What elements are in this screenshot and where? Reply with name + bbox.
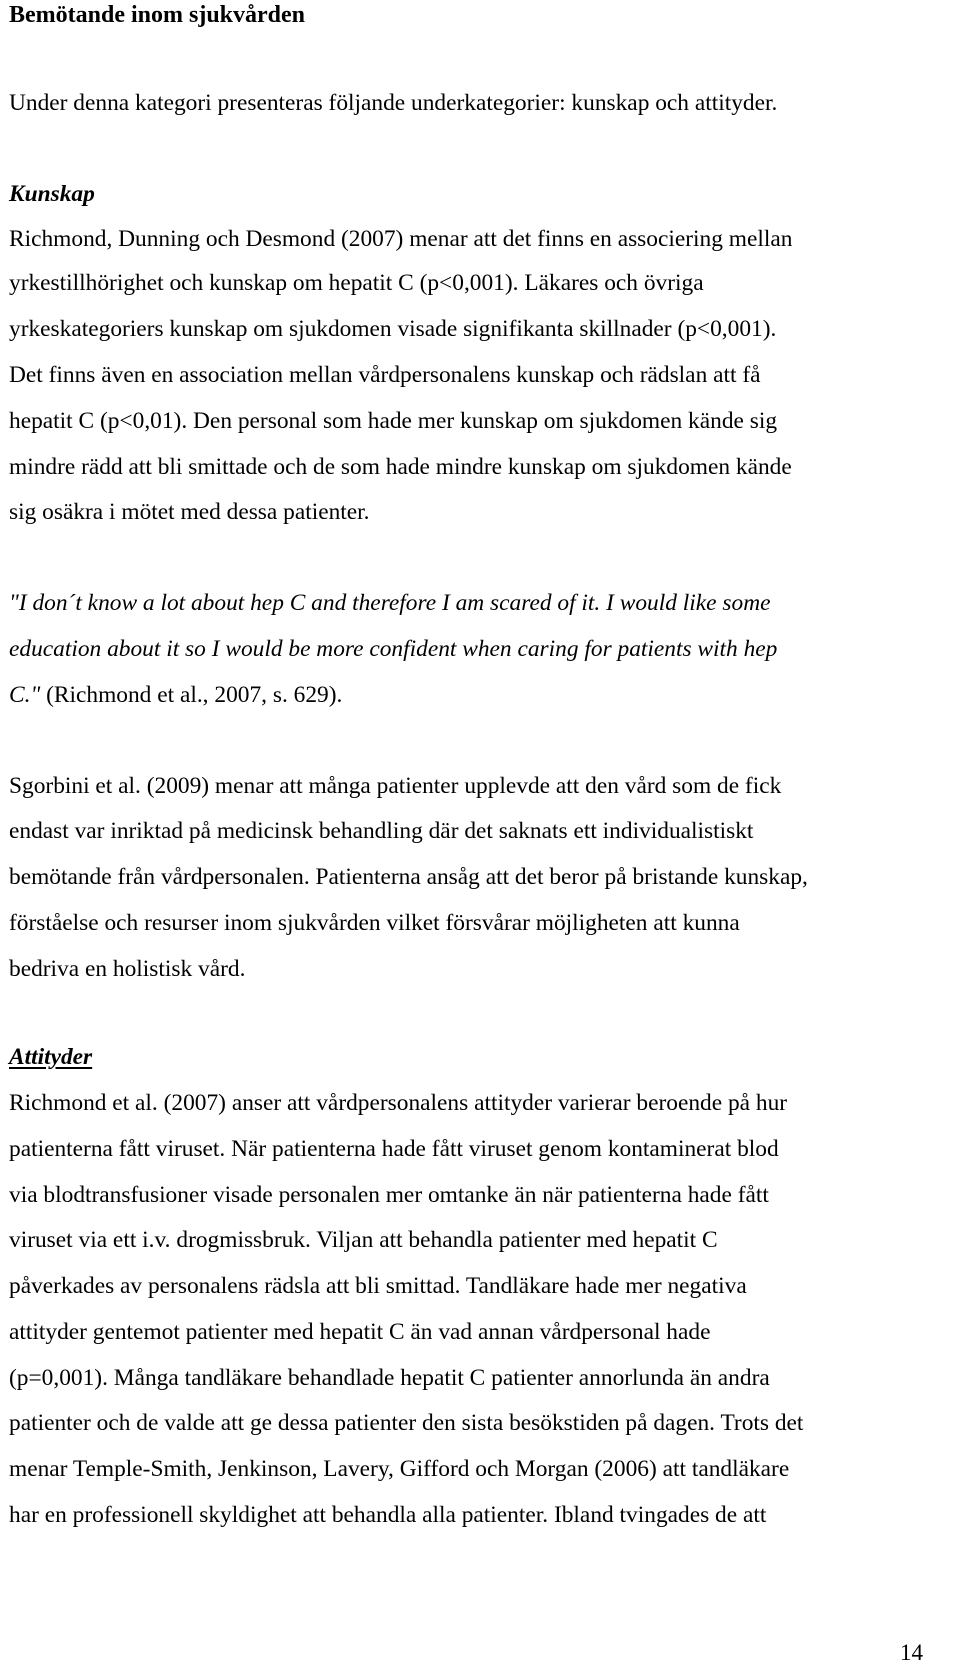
attityder-line: har en professionell skyldighet att behandla alla patienter. Ibland tvingades de att xyxy=(9,1502,767,1528)
sgorbini-line: förståelse och resurser inom sjukvården vilket försvårar möjligheten att kunna xyxy=(9,910,740,936)
sgorbini-line: Sgorbini et al. (2009) menar att många patienter upplevde att den vård som de fick xyxy=(9,773,782,799)
kunskap-line: yrkestillhörighet och kunskap om hepatit C (p<0,001). Läkares och övriga xyxy=(9,270,704,296)
sgorbini-line: endast var inriktad på medicinsk behandling där det saknats ett individualistiskt xyxy=(9,818,754,844)
page-number: 14 xyxy=(900,1640,923,1665)
section-heading: Bemötande inom sjukvården xyxy=(9,2,306,28)
subheading-kunskap: Kunskap xyxy=(9,181,95,207)
quote-citation-line xyxy=(9,680,342,710)
kunskap-line: Det finns även en association mellan vårdpersonalens kunskap och rädslan att få xyxy=(9,362,761,388)
attityder-line: via blodtransfusioner visade personalen mer omtanke än när patienterna hade fått xyxy=(9,1182,769,1208)
kunskap-line: sig osäkra i mötet med dessa patienter. xyxy=(9,499,370,525)
kunskap-line: hepatit C (p<0,01). Den personal som hade mer kunskap om sjukdomen kände sig xyxy=(9,408,778,434)
quote-end: C." xyxy=(9,682,41,708)
quote-line: education about it so I would be more confident when caring for patients with hep xyxy=(9,636,778,662)
attityder-line: menar Temple-Smith, Jenkinson, Lavery, Gifford och Morgan (2006) att tandläkare xyxy=(9,1456,790,1482)
kunskap-line: yrkeskategoriers kunskap om sjukdomen visade signifikanta skillnader (p<0,001). xyxy=(9,316,777,342)
attityder-line: patienterna fått viruset. När patienterna hade fått viruset genom kontaminerat blod xyxy=(9,1136,779,1162)
kunskap-line: Richmond, Dunning och Desmond (2007) menar att det finns en associering mellan xyxy=(9,226,793,252)
kunskap-line: mindre rädd att bli smittade och de som hade mindre kunskap om sjukdomen kände xyxy=(9,454,792,480)
sgorbini-line: bedriva en holistisk vård. xyxy=(9,956,246,982)
attityder-line: (p=0,001). Många tandläkare behandlade hepatit C patienter annorlunda än andra xyxy=(9,1365,770,1391)
subheading-attityder: Attityder xyxy=(9,1044,93,1070)
quote-line: "I don´t know a lot about hep C and therefore I am scared of it. I would like some xyxy=(9,590,771,616)
sgorbini-line: bemötande från vårdpersonalen. Patienterna ansåg att det beror på bristande kunskap, xyxy=(9,864,808,890)
attityder-line: viruset via ett i.v. drogmissbruk. Viljan att behandla patienter med hepatit C xyxy=(9,1227,718,1253)
attityder-line: patienter och de valde att ge dessa patienter den sista besökstiden på dagen. Trots det xyxy=(9,1410,804,1436)
attityder-line: Richmond et al. (2007) anser att vårdpersonalens attityder varierar beroende på hur xyxy=(9,1090,788,1116)
attityder-line: attityder gentemot patienter med hepatit C än vad annan vårdpersonal hade xyxy=(9,1319,711,1345)
quote-reference: (Richmond et al., 2007, s. 629). xyxy=(40,682,343,708)
attityder-line: påverkades av personalens rädsla att bli smittad. Tandläkare hade mer negativa xyxy=(9,1273,747,1299)
intro-paragraph: Under denna kategori presenteras följande underkategorier: kunskap och attityder. xyxy=(9,90,778,116)
